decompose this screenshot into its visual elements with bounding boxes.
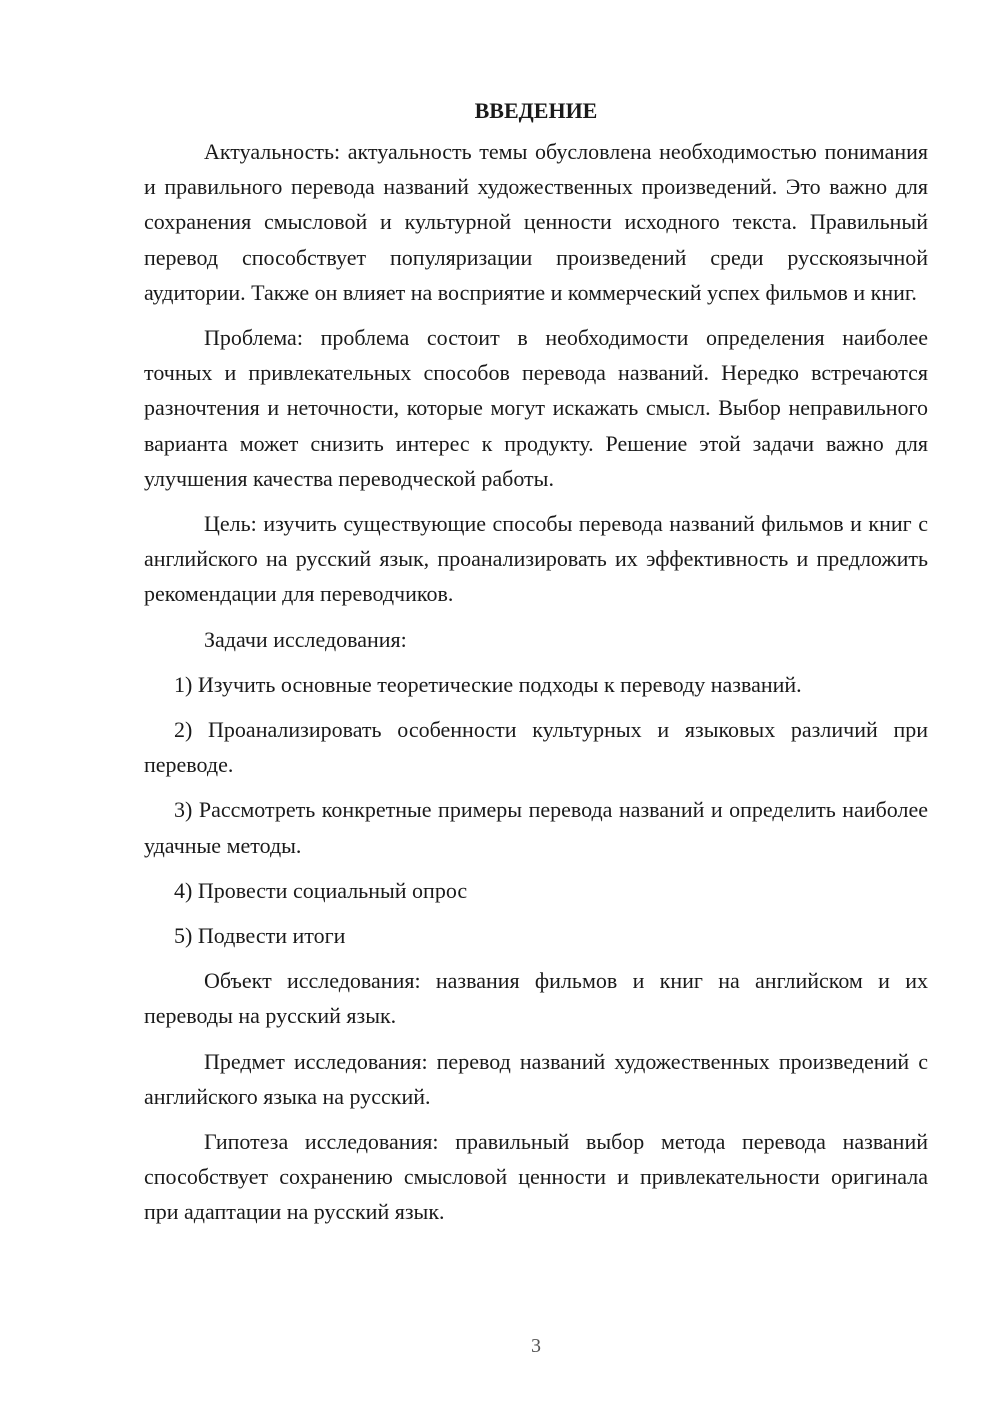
task-item-3: 3) Рассмотреть конкретные примеры перевода названий и определить наиболее удачные методы. bbox=[144, 797, 928, 858]
tasks-heading: Задачи исследования: bbox=[204, 626, 407, 652]
page-title: ВВЕДЕНИЕ bbox=[474, 98, 598, 123]
paragraph-subject: Предмет исследования: перевод названий художественных произведений с английского языка на русский. bbox=[144, 1048, 928, 1109]
document-page bbox=[144, 93, 928, 1240]
paragraph-relevance: Актуальность: актуальность темы обусловлена необходимостью понимания и правильного перевода названий художественных произведений. Это важно для сохранения смысловой и культурной ценности исходного текста. Правильный перевод способствует популяризации произведений среди русскоязычной аудитории. Также он влияет на восприятие и коммерческий успех фильмов и книг. bbox=[144, 139, 928, 305]
task-item-2: 2) Проанализировать особенности культурных и языковых различий при переводе. bbox=[144, 717, 928, 778]
task-item-4: 4) Провести социальный опрос bbox=[174, 877, 468, 903]
paragraph-goal: Цель: изучить существующие способы перевода названий фильмов и книг с английского на русский язык, проанализировать их эффективность и предложить рекомендации для переводчиков. bbox=[144, 511, 928, 607]
paragraph-hypothesis: Гипотеза исследования: правильный выбор метода перевода названий способствует сохранению смысловой ценности и привлекательности оригинала при адаптации на русский язык. bbox=[144, 1129, 928, 1225]
task-item-5: 5) Подвести итоги bbox=[174, 923, 346, 949]
paragraph-problem: Проблема: проблема состоит в необходимости определения наиболее точных и привлекательных способов перевода названий. Нередко встречаются разночтения и неточности, которые могут искажать смысл. Выбор неправильного варианта может снизить интерес к продукту. Решение этой задачи важно для улучшения качества переводческой работы. bbox=[144, 325, 928, 491]
page-number: 3 bbox=[531, 1335, 541, 1357]
paragraph-object: Объект исследования: названия фильмов и книг на английском и их переводы на русский язык. bbox=[144, 968, 928, 1029]
task-item-1: 1) Изучить основные теоретические подходы к переводу названий. bbox=[174, 671, 802, 697]
